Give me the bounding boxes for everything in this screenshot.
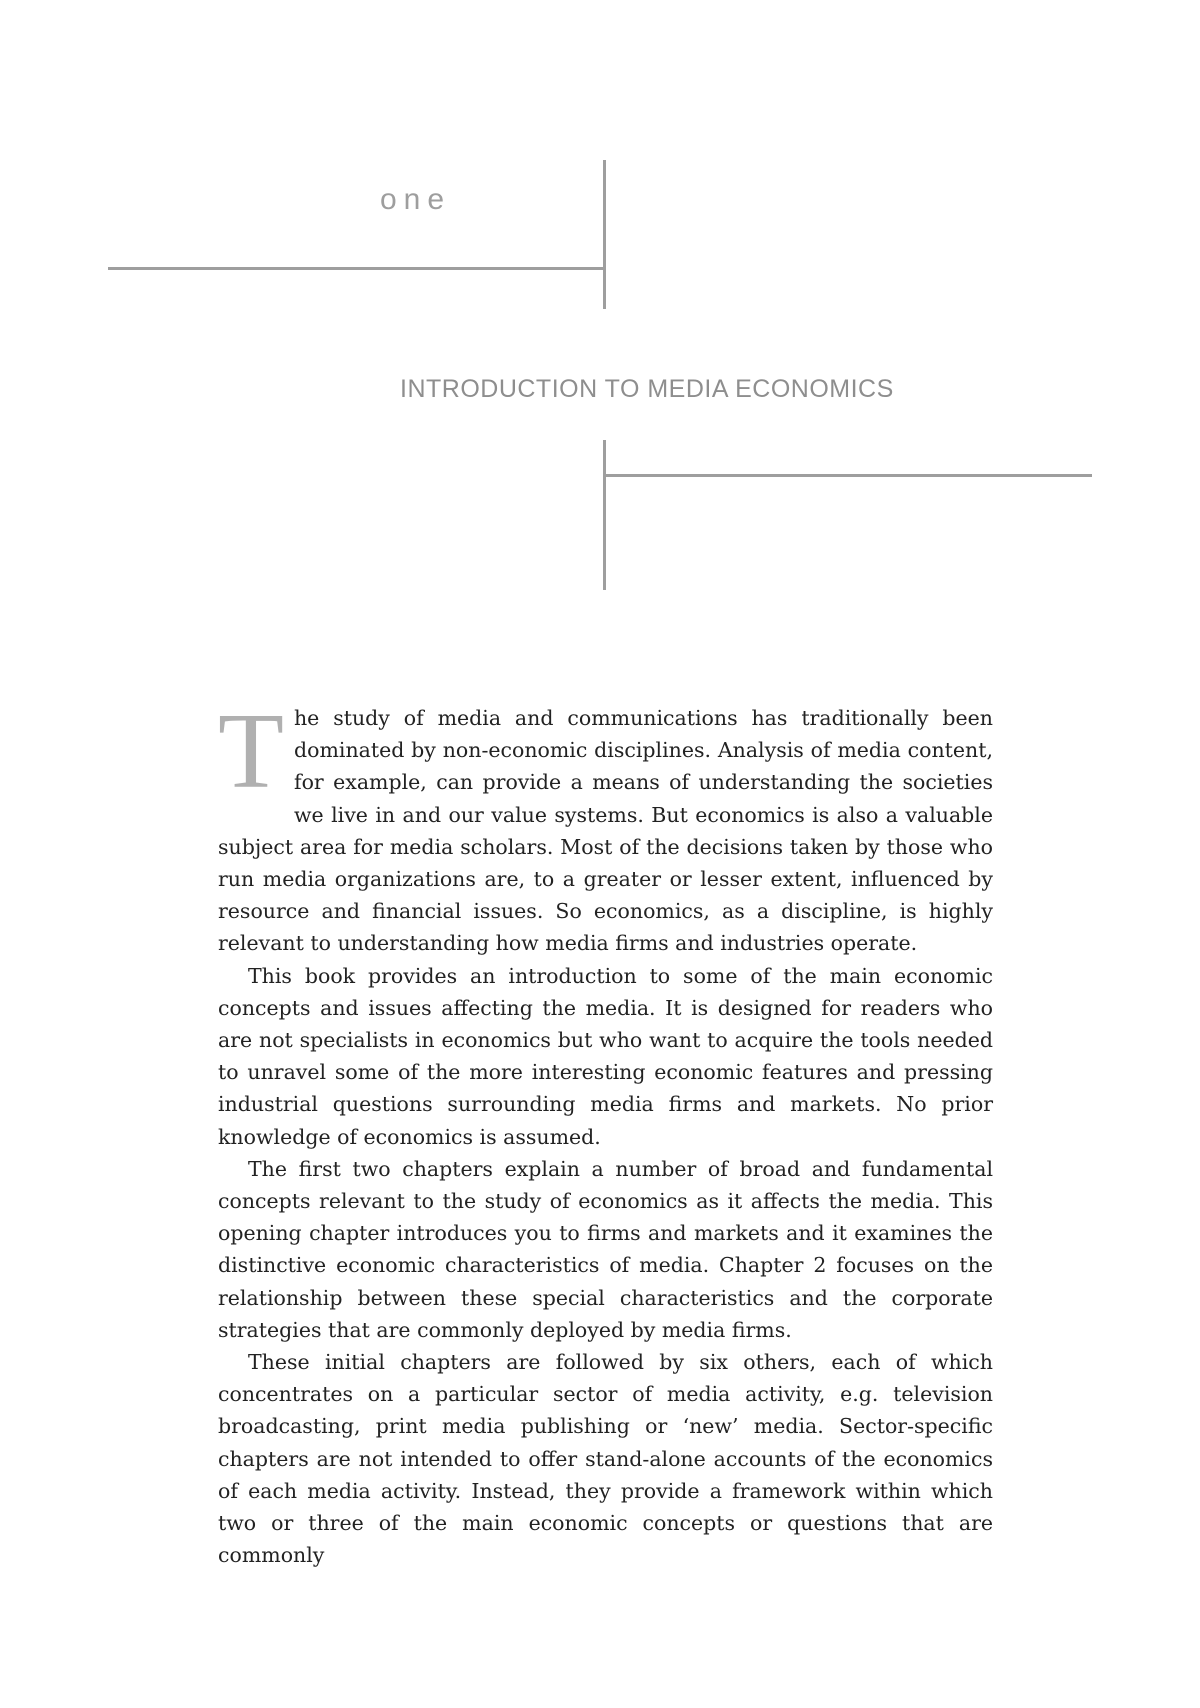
- paragraph-1: [218, 692, 993, 960]
- chapter-number: one: [380, 183, 452, 216]
- body-text: [218, 692, 993, 1571]
- paragraph-3: The first two chapters explain a number of broad and fundamental concepts relevant to the study of economics as it affects the media. This opening chapter introduces you to firms and markets and it examines the distinctive economic characteristics of media. Chapter 2 focuses on the relationship between these special characteristics and the corporate strategies that are commonly deployed by media firms.: [218, 1156, 993, 1342]
- decorative-rule-vertical-bottom: [603, 440, 606, 590]
- decorative-rule-vertical-top: [603, 160, 606, 309]
- decorative-rule-horizontal-bottom: [604, 474, 1092, 477]
- decorative-rule-horizontal-top: [108, 267, 606, 270]
- paragraph-1-text: he study of media and communications has traditionally been dominated by non-economic disciplines. Analysis of media content, for example, can provide a means of understanding the societies we live in and our value systems. But economics is also a valuable subject area for media scholars. Most of the decisions taken by those who run media organizations are, to a greater or lesser extent, influenced by resource and financial issues. So economics, as a discipline, is highly relevant to understanding how media firms and industries operate.: [218, 706, 993, 956]
- drop-cap: T: [218, 692, 284, 811]
- chapter-title: INTRODUCTION TO MEDIA ECONOMICS: [400, 375, 894, 403]
- paragraph-2: This book provides an introduction to some of the main economic concepts and issues affecting the media. It is designed for readers who are not specialists in economics but who want to acquire the tools needed to unravel some of the more interesting economic features and pressing industrial questions surrounding media firms and markets. No prior knowledge of economics is assumed.: [218, 963, 993, 1149]
- paragraph-4: These initial chapters are followed by six others, each of which concentrates on a particular sector of media activity, e.g. television broadcasting, print media publishing or ‘new’ media. Sector-specific chapters are not intended to offer stand-alone accounts of the economics of each media activity. Instead, they provide a framework within which two or three of the main economic concepts or questions that are commonly: [218, 1350, 993, 1568]
